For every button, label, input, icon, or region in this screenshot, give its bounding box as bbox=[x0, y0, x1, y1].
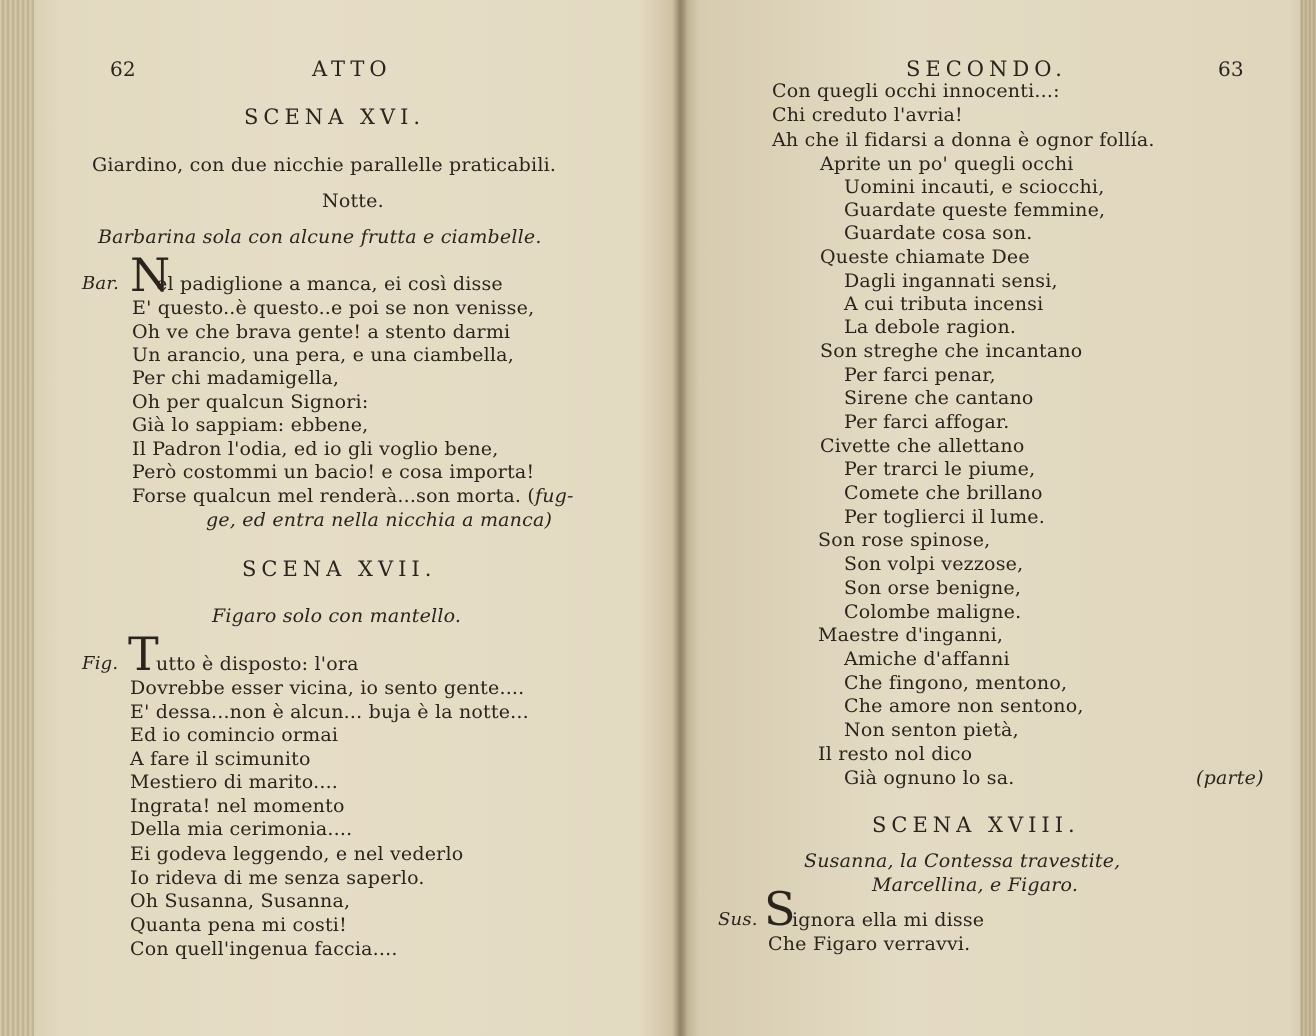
aria-line: Colombe maligne. bbox=[844, 601, 1022, 623]
stage-direction: Marcellina, e Figaro. bbox=[872, 874, 1079, 896]
speaker-label: Fig. bbox=[82, 653, 119, 674]
verse-line: Ed io comincio ormai bbox=[130, 724, 339, 746]
verse-line: Per chi madamigella, bbox=[132, 367, 340, 389]
page-number: 62 bbox=[110, 57, 136, 81]
drop-cap: T bbox=[128, 627, 159, 681]
aria-line: Per trarci le piume, bbox=[844, 458, 1036, 480]
verse-line: Il Padron l'odia, ed io gli voglio bene, bbox=[132, 438, 499, 460]
verse-line: Ei godeva leggendo, e nel vederlo bbox=[130, 843, 464, 865]
right-page bbox=[688, 0, 1300, 1036]
verse-line: Forse qualcun mel renderà...son morta. (fug- bbox=[132, 485, 574, 507]
aria-line: Sirene che cantano bbox=[844, 387, 1034, 409]
aria-line: Son rose spinose, bbox=[818, 529, 991, 551]
aria-line: A cui tributa incensi bbox=[844, 293, 1044, 315]
stage-direction: Susanna, la Contessa travestite, bbox=[804, 850, 1121, 872]
aria-line: Maestre d'inganni, bbox=[818, 624, 1004, 646]
aria-line: Per farci penar, bbox=[844, 364, 996, 386]
exit-direction: (parte) bbox=[1196, 767, 1264, 789]
verse-line: A fare il scimunito bbox=[130, 748, 311, 770]
running-head: SECONDO. bbox=[906, 57, 1067, 81]
stage-direction: Figaro solo con mantello. bbox=[212, 605, 462, 627]
verse-line: Oh Susanna, Susanna, bbox=[130, 890, 351, 912]
stage-direction: Barbarina sola con alcune frutta e ciambelle. bbox=[98, 226, 542, 248]
aria-line: Son volpi vezzose, bbox=[844, 553, 1024, 575]
aria-line: Guardate queste femmine, bbox=[844, 199, 1106, 221]
verse-line: el padiglione a manca, ei così disse bbox=[156, 273, 503, 295]
verse-line: Con quell'ingenua faccia.... bbox=[130, 938, 398, 960]
verse-line: Un arancio, una pera, e una ciambella, bbox=[132, 344, 514, 366]
verse-line: Della mia cerimonia.... bbox=[130, 818, 353, 840]
scene-setting: Giardino, con due nicchie parallelle praticabili. bbox=[92, 154, 557, 176]
verse-line: Che Figaro verravvi. bbox=[768, 933, 971, 955]
verse-line: Io rideva di me senza saperlo. bbox=[130, 867, 425, 889]
aria-line: Che amore non sentono, bbox=[844, 695, 1084, 717]
aria-line: Uomini incauti, e sciocchi, bbox=[844, 176, 1105, 198]
verse-line: Ah che il fidarsi a donna è ognor follía. bbox=[772, 129, 1155, 151]
drop-cap: S bbox=[764, 882, 796, 936]
aria-line: La debole ragion. bbox=[844, 316, 1017, 338]
verse-line: Però costommi un bacio! e cosa importa! bbox=[132, 461, 535, 483]
scene-title: SCENA XVIII. bbox=[872, 813, 1080, 837]
aria-line: Il resto nol dico bbox=[818, 743, 973, 765]
aria-line: Non senton pietà, bbox=[844, 719, 1019, 741]
scene-time: Notte. bbox=[322, 190, 384, 212]
aria-line: Son streghe che incantano bbox=[820, 340, 1083, 362]
verse-line: Ingrata! nel momento bbox=[130, 795, 345, 817]
aria-line: Dagli ingannati sensi, bbox=[844, 270, 1058, 292]
aria-line: Per farci affogar. bbox=[844, 411, 1010, 433]
aria-line: Son orse benigne, bbox=[844, 577, 1022, 599]
verse-line: Quanta pena mi costi! bbox=[130, 914, 347, 936]
aria-line: Guardate cosa son. bbox=[844, 222, 1033, 244]
scene-title: SCENA XVII. bbox=[242, 557, 437, 581]
aria-line: Civette che allettano bbox=[820, 435, 1025, 457]
aria-line: Aprite un po' quegli occhi bbox=[820, 153, 1074, 175]
aria-line: Queste chiamate Dee bbox=[820, 246, 1030, 268]
left-page bbox=[36, 0, 672, 1036]
aria-line: Comete che brillano bbox=[844, 482, 1043, 504]
stage-direction: ge, ed entra nella nicchia a manca) bbox=[206, 509, 553, 531]
verse-line: Già lo sappiam: ebbene, bbox=[132, 414, 369, 436]
aria-line: Già ognuno lo sa. bbox=[844, 767, 1015, 789]
verse-line: E' questo..è questo..e poi se non venisse, bbox=[132, 297, 535, 319]
left-page-edges bbox=[0, 0, 34, 1036]
speaker-label: Bar. bbox=[82, 273, 120, 294]
scene-title: SCENA XVI. bbox=[244, 105, 426, 129]
speaker-label: Sus. bbox=[718, 909, 758, 930]
running-head: ATTO bbox=[312, 57, 392, 81]
aria-line: Che fingono, mentono, bbox=[844, 672, 1068, 694]
verse-line: Mestiero di marito.... bbox=[130, 771, 339, 793]
page-number: 63 bbox=[1218, 57, 1244, 81]
aria-line: Amiche d'affanni bbox=[844, 648, 1010, 670]
verse-line: E' dessa...non è alcun... buja è la notte... bbox=[130, 701, 529, 723]
drop-cap: N bbox=[130, 248, 171, 302]
verse-line: Chi creduto l'avria! bbox=[772, 104, 963, 126]
verse-line: utto è disposto: l'ora bbox=[156, 653, 359, 675]
verse-line: Con quegli occhi innocenti...: bbox=[772, 80, 1060, 102]
verse-line: Oh ve che brava gente! a stento darmi bbox=[132, 321, 511, 343]
right-page-edges bbox=[1300, 0, 1316, 1036]
verse-line: Oh per qualcun Signori: bbox=[132, 391, 369, 413]
verse-line: ignora ella mi disse bbox=[792, 909, 985, 931]
verse-line: Dovrebbe esser vicina, io sento gente.... bbox=[130, 677, 525, 699]
aria-line: Per toglierci il lume. bbox=[844, 506, 1045, 528]
book-gutter bbox=[672, 0, 688, 1036]
